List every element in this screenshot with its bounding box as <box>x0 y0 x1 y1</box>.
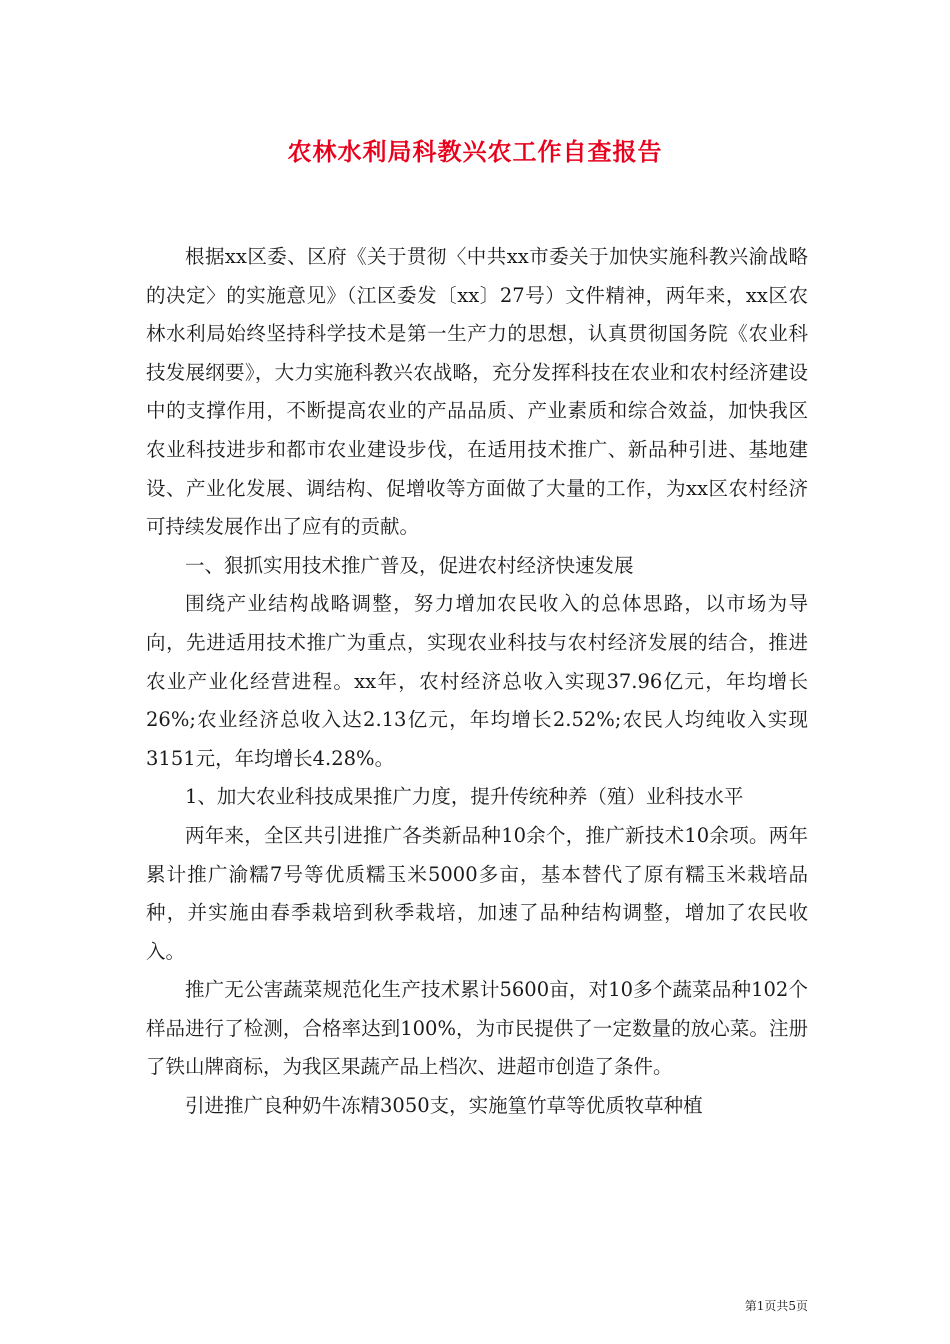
document-title: 农林水利局科教兴农工作自查报告 <box>287 137 663 166</box>
subsection-heading-1: 1、加大农业科技成果推广力度，提升传统种养（殖）业科技水平 <box>185 785 744 809</box>
paragraph-livestock: 引进推广良种奶牛冻精3050支，实施篁竹草等优质牧草种植 <box>185 1094 703 1118</box>
paragraph-section-1: 围绕产业结构战略调整，努力增加农民收入的总体思路，以市场为导向，先进适用技术推广为重点，实现农业科技与农村经济发展的结合，推进农业产业化经营进程。xx年，农村经济总收入实现37.96亿元，年均增长26%;农业经济总收入达2.13亿元，年均增长2.52%;农民人均纯收入实现3151元，年均增长4.28%。 <box>146 592 808 770</box>
page-footer: 第1页共5页 <box>744 1299 808 1313</box>
paragraph-vegetables: 推广无公害蔬菜规范化生产技术累计5600亩，对10多个蔬菜品种102个样品进行了检测，合格率达到100%，为市民提供了一定数量的放心菜。注册了铁山牌商标，为我区果蔬产品上档次、进超市创造了条件。 <box>146 978 808 1079</box>
paragraph-intro: 根据xx区委、区府《关于贯彻〈中共xx市委关于加快实施科教兴渝战略的决定〉的实施意见》（江区委发〔xx〕27号）文件精神，两年来，xx区农林水利局始终坚持科学技术是第一生产力的思想，认真贯彻国务院《农业科技发展纲要》，大力实施科教兴农战略，充分发挥科技在农业和农村经济建设中的支撑作用，不断提高农业的产品品质、产业素质和综合效益，加快我区农业科技进步和都市农业建设步伐，在适用技术推广、新品种引进、基地建设、产业化发展、调结构、促增收等方面做了大量的工作，为xx区农村经济可持续发展作出了应有的贡献。 <box>146 245 808 539</box>
paragraph-new-varieties: 两年来，全区共引进推广各类新品种10余个，推广新技术10余项。两年累计推广渝糯7号等优质糯玉米5000多亩，基本替代了原有糯玉米栽培品种，并实施由春季栽培到秋季栽培，加速了品种结构调整，增加了农民收入。 <box>146 823 808 963</box>
document-body <box>146 238 808 1126</box>
section-heading-1: 一、狠抓实用技术推广普及，促进农村经济快速发展 <box>185 553 634 577</box>
